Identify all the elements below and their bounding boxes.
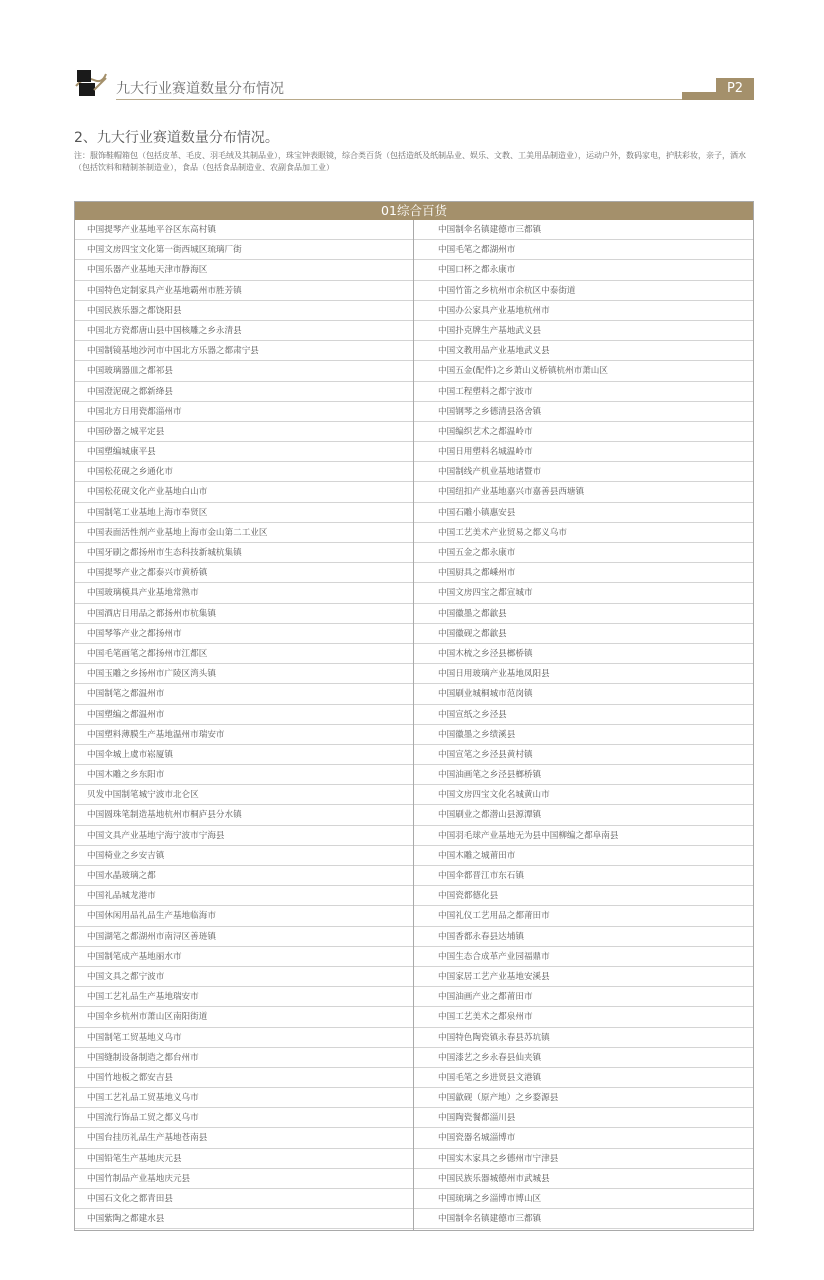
section-note: 注：服饰鞋帽箱包（包括皮革、毛皮、羽毛绒及其制品业），珠宝钟表眼镜，综合类百货（包括造纸及纸制品业、娱乐、文教、工美用品制造业），运动户外，数码家电，护肤彩妆，亲子，酒水（包括饮料和精制茶制造业），食品（包括食品制造业、农副食品加工业） — [74, 151, 746, 172]
table-cell: 中国厨具之都嵊州市 — [414, 563, 753, 583]
table-cell: 中国伞都晋江市东石镇 — [414, 866, 753, 886]
table-cell: 中国缝制设备制造之都台州市 — [75, 1048, 413, 1068]
table-cell: 中国木雕之城莆田市 — [414, 846, 753, 866]
table-cell: 中国口杯之都永康市 — [414, 260, 753, 280]
table-cell: 中国生态合成革产业园福鼎市 — [414, 947, 753, 967]
table-cell: 贝发中国制笔城宁波市北仑区 — [75, 785, 413, 805]
table-cell: 中国竹制品产业基地庆元县 — [75, 1169, 413, 1189]
table-cell: 中国玉雕之乡扬州市广陵区湾头镇 — [75, 664, 413, 684]
table-cell: 中国文具之都宁波市 — [75, 967, 413, 987]
table-cell: 中国木雕之乡东阳市 — [75, 765, 413, 785]
table-cell: 中国毛笔画笔之都扬州市江都区 — [75, 644, 413, 664]
table-cell: 中国漆艺之乡永春县仙夹镇 — [414, 1048, 753, 1068]
table-cell: 中国牙刷之都扬州市生态科技新城杭集镇 — [75, 543, 413, 563]
table-cell: 中国礼仪工艺用品之都莆田市 — [414, 906, 753, 926]
table-cell: 中国玻璃模具产业基地常熟市 — [75, 583, 413, 603]
table-cell: 中国北方瓷都唐山县中国核雕之乡永清县 — [75, 321, 413, 341]
table-column-right — [414, 220, 753, 1230]
table-cell: 中国伞乡杭州市萧山区南阳街道 — [75, 1007, 413, 1027]
table-cell: 中国宣笔之乡泾县黄村镇 — [414, 745, 753, 765]
table-cell: 中国石雕小镇惠安县 — [414, 503, 753, 523]
table-cell: 中国编织艺术之都温岭市 — [414, 422, 753, 442]
table-cell: 中国伞城上虞市崧厦镇 — [75, 745, 413, 765]
table-cell: 中国特色陶瓷镇永春县苏坑镇 — [414, 1028, 753, 1048]
table-cell: 中国制线产机业基地诸暨市 — [414, 462, 753, 482]
table-cell: 中国日用塑料名城温岭市 — [414, 442, 753, 462]
table-cell: 中国木梳之乡泾县榔桥镇 — [414, 644, 753, 664]
logo-icon — [74, 66, 108, 98]
table-cell: 中国扑克牌生产基地武义县 — [414, 321, 753, 341]
table-cell: 中国水晶玻璃之都 — [75, 866, 413, 886]
table-cell: 中国提琴产业基地平谷区东高村镇 — [75, 220, 413, 240]
table-cell: 中国歙砚（原产地）之乡婺源县 — [414, 1088, 753, 1108]
table-cell: 中国石文化之都青田县 — [75, 1189, 413, 1209]
table-cell: 中国台挂历礼品生产基地苍南县 — [75, 1128, 413, 1148]
table-cell: 中国毛笔之都湖州市 — [414, 240, 753, 260]
table-cell: 中国乐器产业基地天津市静海区 — [75, 260, 413, 280]
table-cell: 中国文具产业基地宁海宁波市宁海县 — [75, 826, 413, 846]
table-cell: 中国特色定制家具产业基地霸州市胜芳镇 — [75, 281, 413, 301]
table-cell: 中国休闲用品礼品生产基地临海市 — [75, 906, 413, 926]
table-cell: 中国羽毛球产业基地无为县中国柳编之都阜南县 — [414, 826, 753, 846]
table-cell: 中国办公家具产业基地杭州市 — [414, 301, 753, 321]
table-cell: 中国塑编之都温州市 — [75, 705, 413, 725]
table-cell: 中国文教用品产业基地武义县 — [414, 341, 753, 361]
table-cell: 中国徽砚之都歙县 — [414, 624, 753, 644]
section-heading: 2、九大行业赛道数量分布情况。 — [74, 130, 279, 146]
table-cell: 中国工艺美术之都泉州市 — [414, 1007, 753, 1027]
table-cell: 中国圆珠笔制造基地杭州市桐庐县分水镇 — [75, 805, 413, 825]
page-header — [74, 62, 754, 102]
table-cell: 中国文房四宝文化第一街西城区琉璃厂街 — [75, 240, 413, 260]
table-cell: 中国工程塑料之都宁波市 — [414, 382, 753, 402]
table-cell: 中国砂器之城平定县 — [75, 422, 413, 442]
table-cell: 中国刷业城桐城市范岗镇 — [414, 684, 753, 704]
table-cell: 中国徽墨之都歙县 — [414, 604, 753, 624]
table-cell: 中国徽墨之乡绩溪县 — [414, 725, 753, 745]
table-cell: 中国椅业之乡安吉镇 — [75, 846, 413, 866]
table-cell: 中国工艺礼品工贸基地义乌市 — [75, 1088, 413, 1108]
table-cell: 中国香都永春县达埔镇 — [414, 927, 753, 947]
table-cell: 中国工艺礼品生产基地瑞安市 — [75, 987, 413, 1007]
table-cell: 中国日用玻璃产业基地凤阳县 — [414, 664, 753, 684]
table-cell: 中国制笔工贸基地义乌市 — [75, 1028, 413, 1048]
header-title: 九大行业赛道数量分布情况 — [116, 81, 284, 97]
industry-table — [74, 201, 754, 1231]
table-cell: 中国油画笔之乡泾县榔桥镇 — [414, 765, 753, 785]
table-cell: 中国松花砚文化产业基地白山市 — [75, 482, 413, 502]
table-cell: 中国制伞名镇建德市三都镇 — [414, 1209, 753, 1229]
table-cell: 中国澄泥砚之都新绛县 — [75, 382, 413, 402]
table-cell: 中国玻璃器皿之都祁县 — [75, 361, 413, 381]
table-cell: 中国纽扣产业基地嘉兴市嘉善县西塘镇 — [414, 482, 753, 502]
table-cell: 中国油画产业之都莆田市 — [414, 987, 753, 1007]
table-cell: 中国民族乐器城德州市武城县 — [414, 1169, 753, 1189]
table-cell: 中国制笔之都温州市 — [75, 684, 413, 704]
page-number-badge: P2 — [716, 78, 754, 100]
table-cell: 中国琴筝产业之都扬州市 — [75, 624, 413, 644]
table-cell: 中国工艺美术产业贸易之都义乌市 — [414, 523, 753, 543]
table-cell: 中国民族乐器之都饶阳县 — [75, 301, 413, 321]
table-cell: 中国北方日用瓷都淄州市 — [75, 402, 413, 422]
table-cell: 中国毛笔之乡进贤县文港镇 — [414, 1068, 753, 1088]
page-badge-accent — [682, 92, 716, 100]
table-cell: 中国酒店日用品之都扬州市杭集镇 — [75, 604, 413, 624]
table-heading: 01综合百货 — [75, 202, 753, 220]
header-rule — [116, 99, 716, 100]
table-cell: 中国塑编城康平县 — [75, 442, 413, 462]
table-cell: 中国五金之都永康市 — [414, 543, 753, 563]
table-cell: 中国陶瓷餐都淄川县 — [414, 1108, 753, 1128]
table-cell: 中国表面活性剂产业基地上海市金山第二工业区 — [75, 523, 413, 543]
table-cell: 中国宣纸之乡泾县 — [414, 705, 753, 725]
table-cell: 中国瓷器名城淄博市 — [414, 1128, 753, 1148]
table-cell: 中国礼品城龙港市 — [75, 886, 413, 906]
table-cell: 中国塑料薄膜生产基地温州市瑞安市 — [75, 725, 413, 745]
table-cell: 中国湖笔之都湖州市南浔区善琏镇 — [75, 927, 413, 947]
table-cell: 中国松花砚之乡通化市 — [75, 462, 413, 482]
table-cell: 中国流行饰品工贸之都义乌市 — [75, 1108, 413, 1128]
table-column-left — [75, 220, 414, 1230]
table-cell: 中国制笔成产基地丽水市 — [75, 947, 413, 967]
table-cell: 中国提琴产业之都泰兴市黄桥镇 — [75, 563, 413, 583]
table-cell: 中国实木家具之乡德州市宁津县 — [414, 1149, 753, 1169]
table-cell: 中国刷业之都潜山县源潭镇 — [414, 805, 753, 825]
table-cell: 中国文房四宝之都宣城市 — [414, 583, 753, 603]
table-cell: 中国紫陶之都建水县 — [75, 1209, 413, 1229]
table-cell: 中国瓷都德化县 — [414, 886, 753, 906]
table-cell: 中国制镜基地沙河市中国北方乐器之都肃宁县 — [75, 341, 413, 361]
table-cell: 中国竹笛之乡杭州市余杭区中泰街道 — [414, 281, 753, 301]
table-cell: 中国文房四宝文化名城黄山市 — [414, 785, 753, 805]
table-cell: 中国制伞名镇建德市三都镇 — [414, 220, 753, 240]
table-cell: 中国五金(配件)之乡萧山义桥镇杭州市萧山区 — [414, 361, 753, 381]
table-cell: 中国制笔工业基地上海市奉贤区 — [75, 503, 413, 523]
table-cell: 中国铅笔生产基地庆元县 — [75, 1149, 413, 1169]
table-cell: 中国竹地板之都安吉县 — [75, 1068, 413, 1088]
table-cell: 中国家居工艺产业基地安溪县 — [414, 967, 753, 987]
table-cell: 中国钢琴之乡德清县洛舍镇 — [414, 402, 753, 422]
table-cell: 中国琉璃之乡淄博市博山区 — [414, 1189, 753, 1209]
